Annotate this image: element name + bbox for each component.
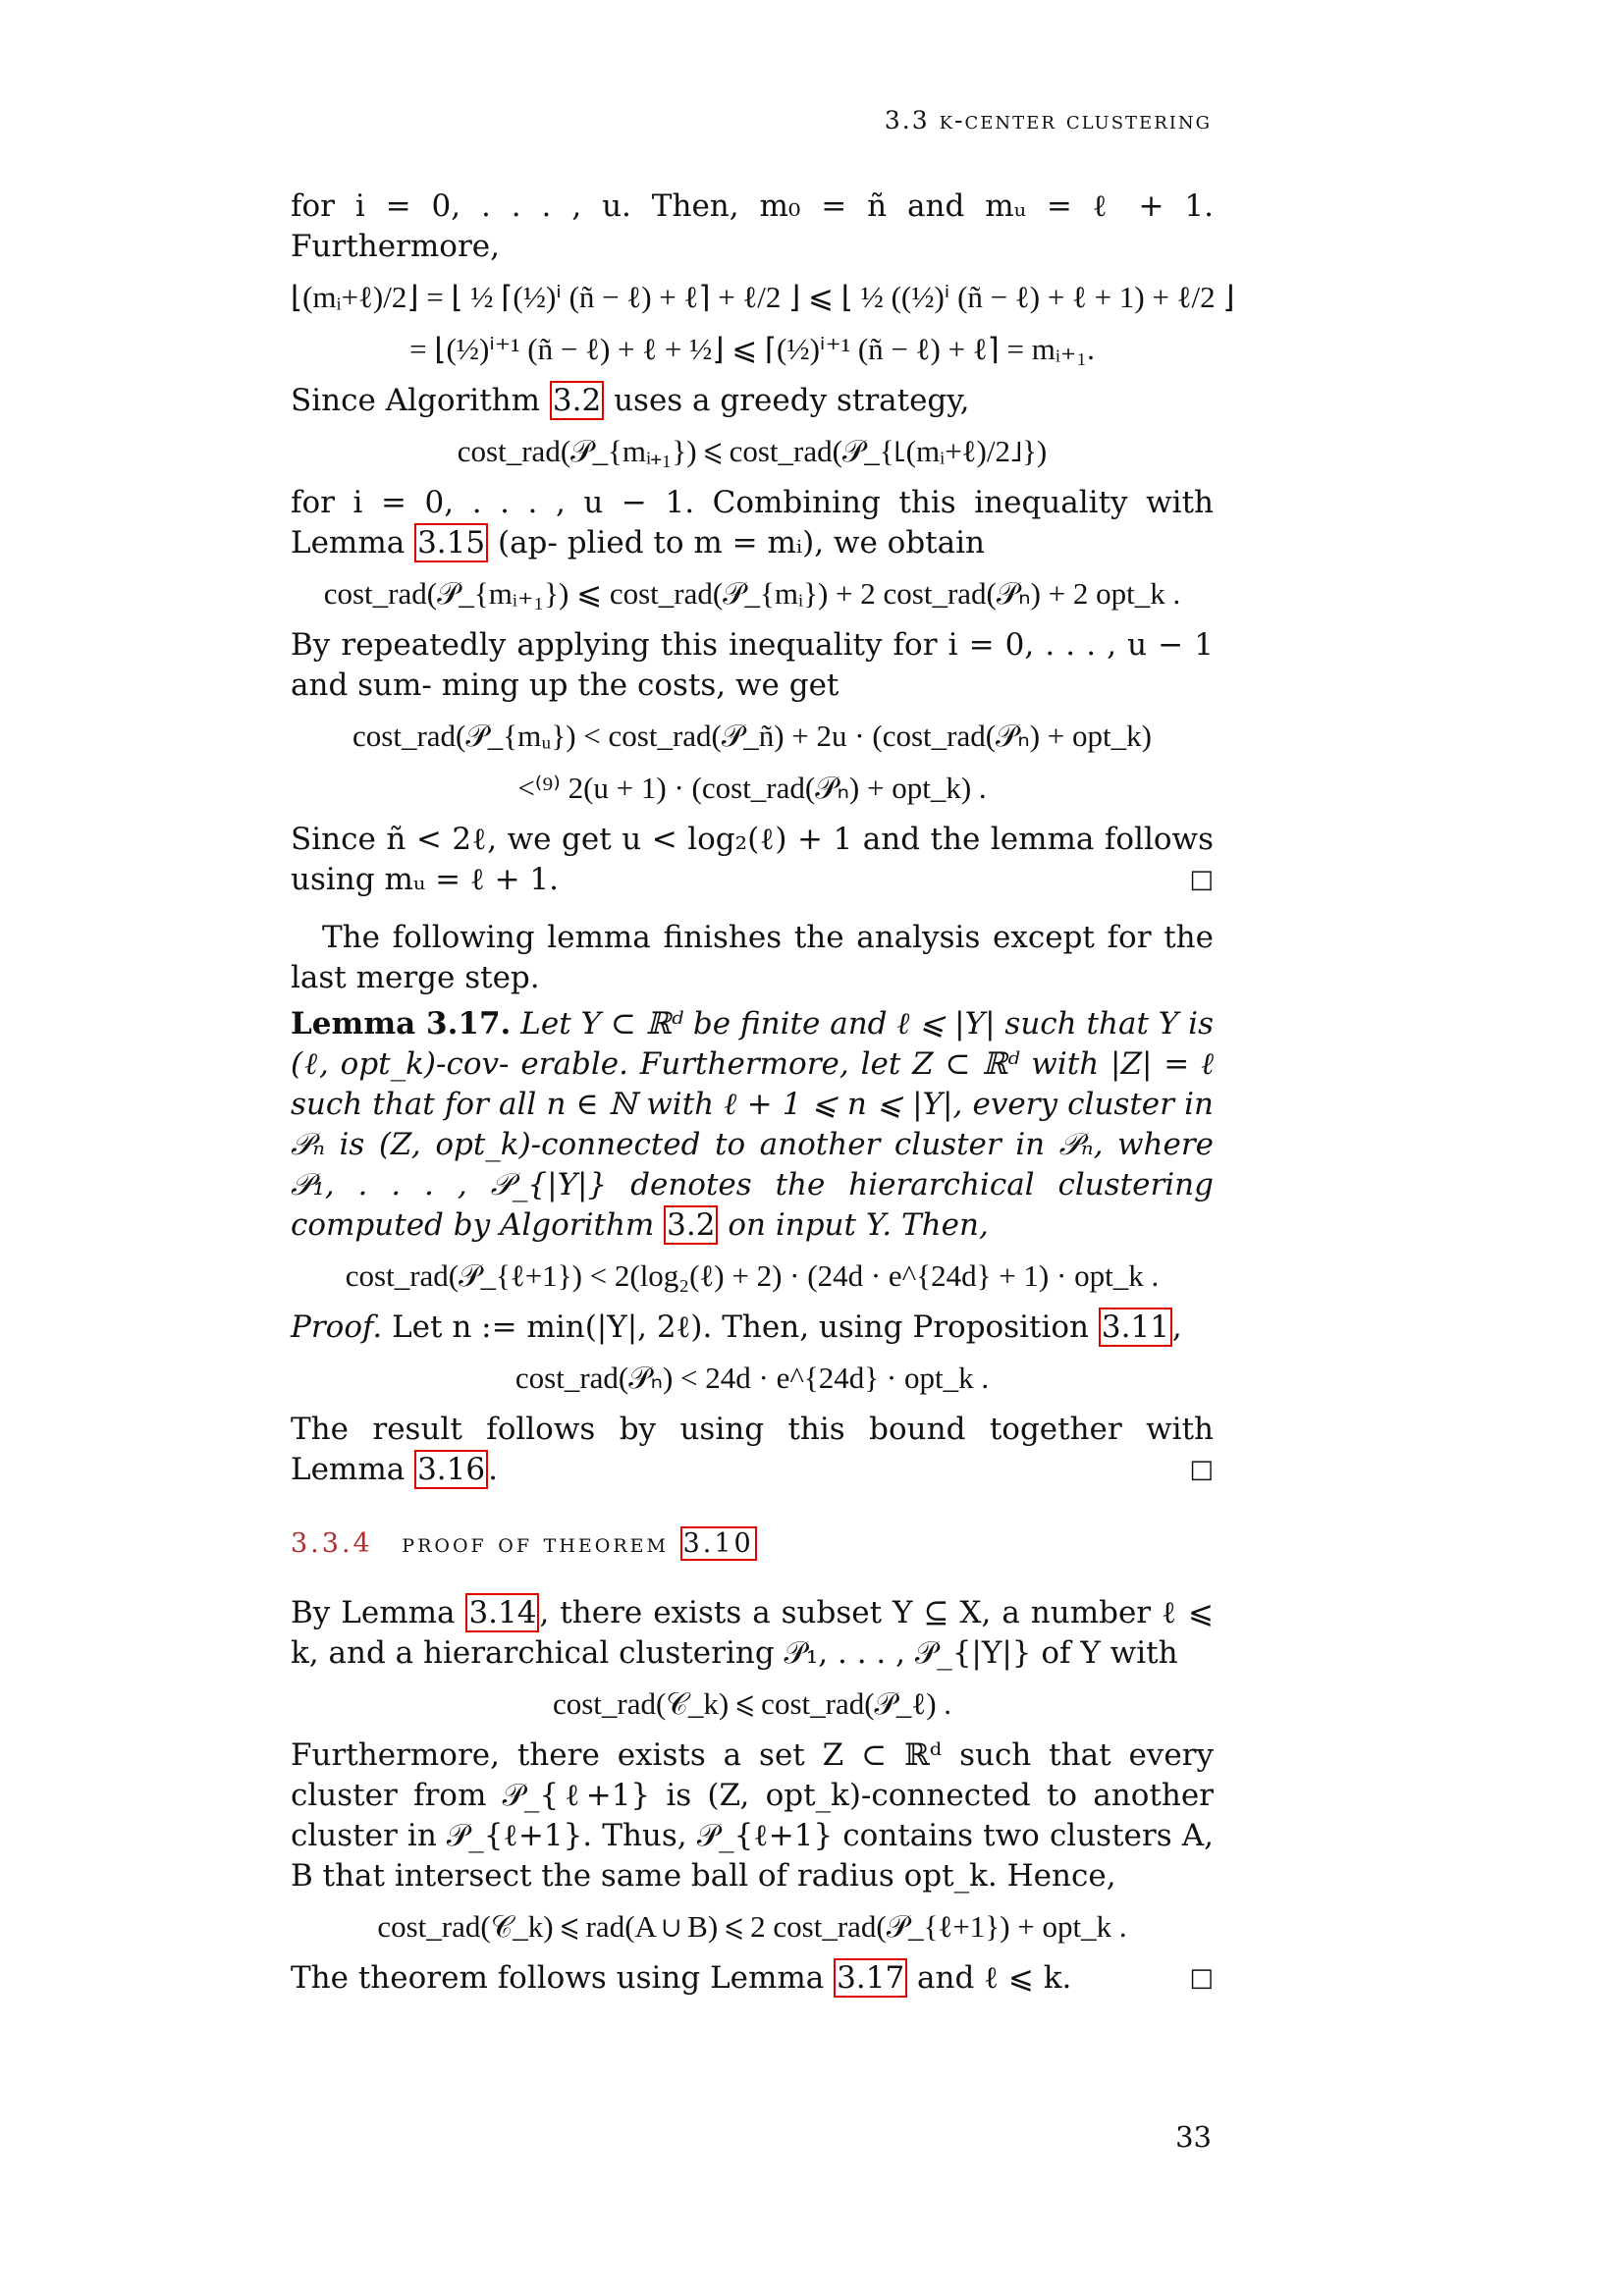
text: The theorem follows using Lemma bbox=[291, 1960, 825, 1996]
paragraph-10: Furthermore, there exists a set Z ⊂ ℝᵈ such that every cluster from 𝒫_{ℓ+1} is (Z, opt_k)-connected to another cluster in 𝒫_{ℓ+1}. Thus, 𝒫_{ℓ+1} contains two clusters A, B that intersect the same ball of radius opt_k. Hence, bbox=[291, 1737, 1214, 1894]
equation-final: cost_rad(𝒞_k) ⩽ rad(A ∪ B) ⩽ 2 cost_rad(𝒫_{ℓ+1}) + opt_k . bbox=[377, 1909, 1127, 1944]
equation-proof-bound: cost_rad(𝒫ₙ) < 24d · e^{24d} · opt_k . bbox=[514, 1361, 990, 1395]
ref-algorithm-3-2[interactable]: 3.2 bbox=[550, 381, 604, 420]
text: , there exists a subset Y ⊆ X, a number ℓ ⩽ k, and a hierarchical clustering 𝒫₁, . . . , 𝒫_{|Y|} of Y with bbox=[291, 1595, 1214, 1671]
equation-lemma-bound: cost_rad(𝒫_{ℓ+1}) < 2(log₂(ℓ) + 2) · (24d · e^{24d} + 1) · opt_k . bbox=[345, 1258, 1160, 1293]
section-number: 3.3.4 bbox=[291, 1528, 373, 1559]
text: The result follows by using this bound together with Lemma bbox=[291, 1412, 1214, 1487]
section-title: proof of theorem bbox=[402, 1528, 669, 1559]
paragraph-1: for i = 0, . . . , u. Then, m₀ = ñ and mᵤ = ℓ + 1. Furthermore, bbox=[291, 188, 1214, 264]
ref-lemma-3-16[interactable]: 3.16 bbox=[414, 1450, 488, 1489]
lemma-statement-end: on input Y. Then, bbox=[728, 1207, 989, 1243]
paragraph-5 bbox=[291, 820, 1214, 900]
paragraph-6: The following lemma finishes the analysis except for the last merge step. bbox=[291, 920, 1214, 995]
equation-greedy: cost_rad(𝒫_{mᵢ₊₁}) ⩽ cost_rad(𝒫_{⌊(mᵢ+ℓ)/2⌋}) bbox=[457, 434, 1048, 468]
ref-lemma-3-17[interactable]: 3.17 bbox=[834, 1958, 907, 1998]
text: . bbox=[488, 1452, 498, 1487]
ref-theorem-3-10[interactable]: 3.10 bbox=[680, 1526, 757, 1561]
equation-cost-ck: cost_rad(𝒞_k) ⩽ cost_rad(𝒫_ℓ) . bbox=[552, 1686, 952, 1721]
paragraph-2 bbox=[291, 381, 1214, 421]
equation-floor-bound-1: ⌊(mᵢ+ℓ)/2⌋ = ⌊ ½ ⌈(½)ⁱ (ñ − ℓ) + ℓ⌉ + ℓ/2 ⌋ ⩽ ⌊ ½ ((½)ⁱ (ñ − ℓ) + ℓ + 1) + ℓ/2 ⌋ bbox=[291, 280, 1235, 314]
paragraph-9 bbox=[291, 1593, 1214, 1674]
running-header: 3.3 k-center clustering bbox=[884, 106, 1212, 134]
section-heading bbox=[291, 1523, 1214, 1564]
text: By Lemma bbox=[291, 1595, 456, 1630]
text: Let n := min(|Y|, 2ℓ). Then, using Proposition bbox=[392, 1309, 1090, 1345]
text: Since Algorithm bbox=[291, 383, 541, 418]
qed-symbol: □ bbox=[1189, 865, 1214, 894]
paragraph-4: By repeatedly applying this inequality for i = 0, . . . , u − 1 and sum- ming up the costs, we get bbox=[291, 627, 1214, 703]
text: for i = 0, . . . , u − 1. Combining this inequality with Lemma bbox=[291, 485, 1214, 561]
proof-paragraph bbox=[291, 1308, 1214, 1348]
equation-sum-1: cost_rad(𝒫_{mᵤ}) < cost_rad(𝒫_ñ) + 2u · (cost_rad(𝒫ₙ) + opt_k) bbox=[352, 719, 1152, 753]
ref-lemma-3-15[interactable]: 3.15 bbox=[414, 523, 488, 562]
paragraph-11 bbox=[291, 1958, 1214, 1999]
text: and ℓ ⩽ k. bbox=[917, 1960, 1072, 1996]
proof-label: Proof. bbox=[291, 1309, 383, 1345]
lemma-statement: Let Y ⊂ ℝᵈ be finite and ℓ ⩽ |Y| such that Y is (ℓ, opt_k)-cov- erable. Furthermore, let Z ⊂ ℝᵈ with |Z| = ℓ such that for all n ∈ ℕ with ℓ + 1 ⩽ n ⩽ |Y|, every cluster in 𝒫ₙ is (Z, opt_k)-connected to another cluster in 𝒫ₙ, where 𝒫₁, . . . , 𝒫_{|Y|} denotes the hierarchical clustering computed by Algorithm bbox=[291, 1006, 1214, 1243]
text: , bbox=[1171, 1309, 1182, 1345]
lemma-3-17 bbox=[291, 1004, 1214, 1246]
qed-symbol: □ bbox=[1189, 1455, 1214, 1484]
text: (ap- plied to m = mᵢ), we obtain bbox=[497, 525, 985, 561]
equation-combined: cost_rad(𝒫_{mᵢ₊₁}) ⩽ cost_rad(𝒫_{mᵢ}) + 2 cost_rad(𝒫ₙ) + 2 opt_k . bbox=[323, 576, 1181, 611]
main-text bbox=[291, 187, 1235, 2004]
ref-algorithm-3-2-b[interactable]: 3.2 bbox=[664, 1205, 718, 1245]
ref-proposition-3-11[interactable]: 3.11 bbox=[1099, 1308, 1172, 1347]
paragraph-3 bbox=[291, 483, 1214, 563]
lemma-title: Lemma 3.17. bbox=[291, 1006, 512, 1041]
equation-floor-bound-2: = ⌊(½)ⁱ⁺¹ (ñ − ℓ) + ℓ + ½⌋ ⩽ ⌈(½)ⁱ⁺¹ (ñ − ℓ) + ℓ⌉ = mᵢ₊₁. bbox=[409, 332, 1095, 366]
ref-lemma-3-14[interactable]: 3.14 bbox=[465, 1593, 539, 1632]
qed-symbol: □ bbox=[1189, 1963, 1214, 1993]
paragraph-8 bbox=[291, 1410, 1214, 1490]
text: Since ñ < 2ℓ, we get u < log₂(ℓ) + 1 and the lemma follows using mᵤ = ℓ + 1. bbox=[291, 822, 1214, 897]
text: uses a greedy strategy, bbox=[614, 383, 970, 418]
page-number: 33 bbox=[1175, 2120, 1212, 2154]
equation-sum-2: <⁽⁹⁾ 2(u + 1) · (cost_rad(𝒫ₙ) + opt_k) . bbox=[517, 771, 987, 805]
